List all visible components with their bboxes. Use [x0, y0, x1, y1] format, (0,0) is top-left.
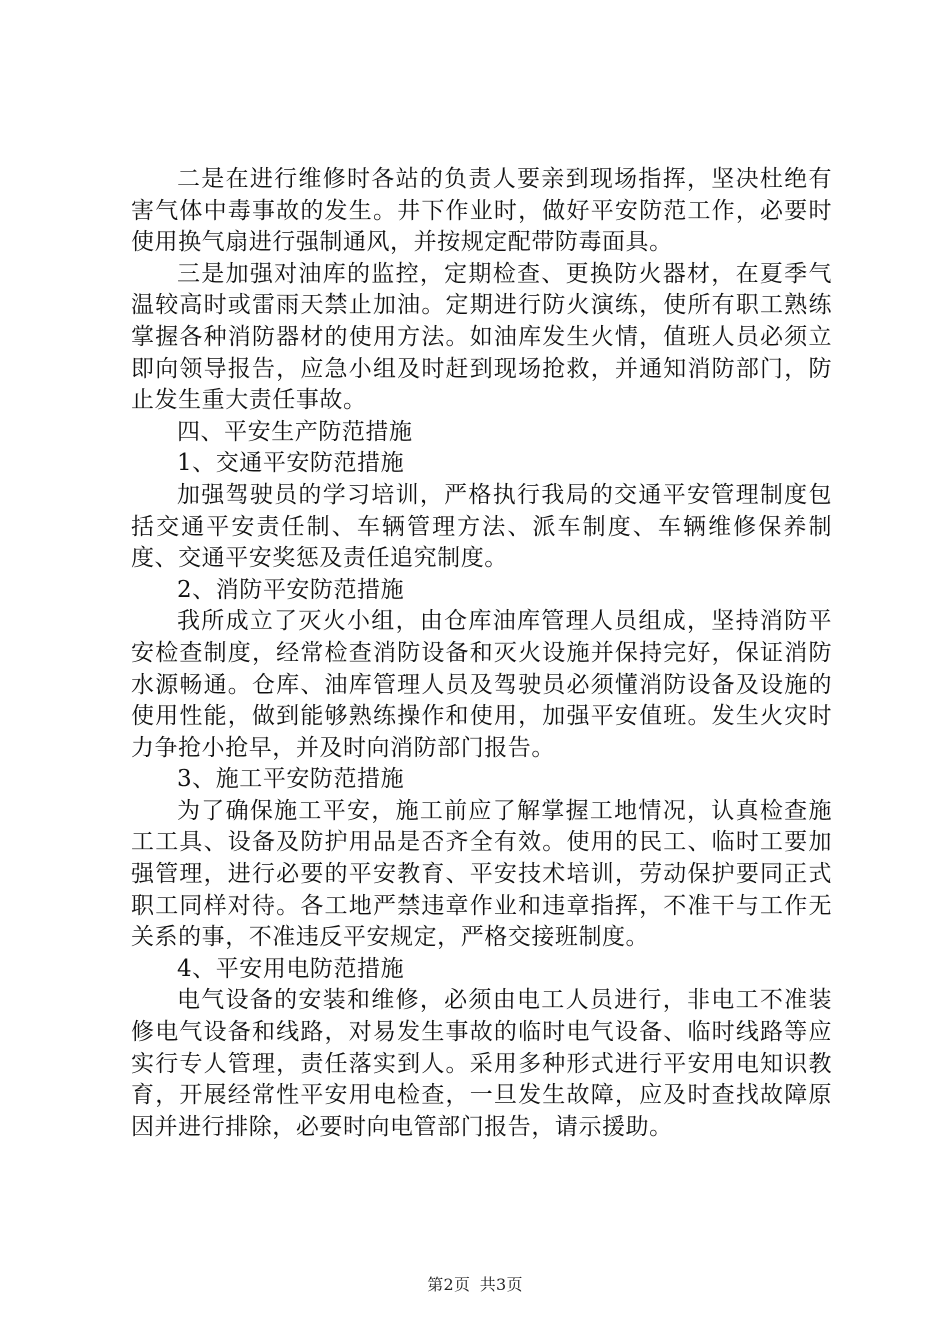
paragraph: 为了确保施工平安，施工前应了解掌握工地情况，认真检查施工工具、设备及防护用品是否齐全有效。使用的民工、临时工要加强管理，进行必要的平安教育、平安技术培训，劳动保护要同正式职工同样对待。各工地严禁违章作业和违章指挥，不准干与工作无关系的事，不准违反平安规定，严格交接班制度。 — [131, 797, 832, 951]
paragraph: 电气设备的安装和维修，必须由电工人员进行，非电工不准装修电气设备和线路，对易发生事故的临时电气设备、临时线路等应实行专人管理，责任落实到人。采用多种形式进行平安用电知识教育，开展经常性平安用电检查，一旦发生故障，应及时查找故障原因并进行排除，必要时向电管部门报告，请示援助。 — [131, 987, 832, 1140]
subsection-heading: 2、消防平安防范措施 — [177, 576, 405, 603]
subsection-heading: 1、交通平安防范措施 — [177, 450, 405, 477]
document-body — [131, 164, 832, 1143]
paragraph: 加强驾驶员的学习培训，严格执行我局的交通平安管理制度包括交通平安责任制、车辆管理方法、派车制度、车辆维修保养制度、交通平安奖惩及责任追究制度。 — [131, 481, 832, 572]
section-heading: 四、平安生产防范措施 — [177, 418, 413, 445]
paragraph: 三是加强对油库的监控，定期检查、更换防火器材，在夏季气温较高时或雷雨天禁止加油。定期进行防火演练，使所有职工熟练掌握各种消防器材的使用方法。如油库发生火情，值班人员必须立即向领导报告，应急小组及时赶到现场抢救，并通知消防部门，防止发生重大责任事故。 — [131, 260, 832, 414]
subsection-heading: 4、平安用电防范措施 — [177, 955, 405, 982]
subsection-heading: 3、施工平安防范措施 — [177, 766, 405, 793]
page-number: 第2页 — [427, 1275, 471, 1294]
page-footer — [0, 1272, 950, 1295]
page-total: 共3页 — [479, 1275, 523, 1294]
paragraph: 我所成立了灭火小组，由仓库油库管理人员组成，坚持消防平安检查制度，经常检查消防设备和灭火设施并保持完好，保证消防水源畅通。仓库、油库管理人员及驾驶员必须懂消防设备及设施的使用性能，做到能够熟练操作和使用，加强平安值班。发生火灾时力争抢小抢早，并及时向消防部门报告。 — [131, 608, 832, 761]
paragraph: 二是在进行维修时各站的负责人要亲到现场指挥，坚决杜绝有害气体中毒事故的发生。井下作业时，做好平安防范工作，必要时使用换气扇进行强制通风，并按规定配带防毒面具。 — [131, 166, 832, 256]
